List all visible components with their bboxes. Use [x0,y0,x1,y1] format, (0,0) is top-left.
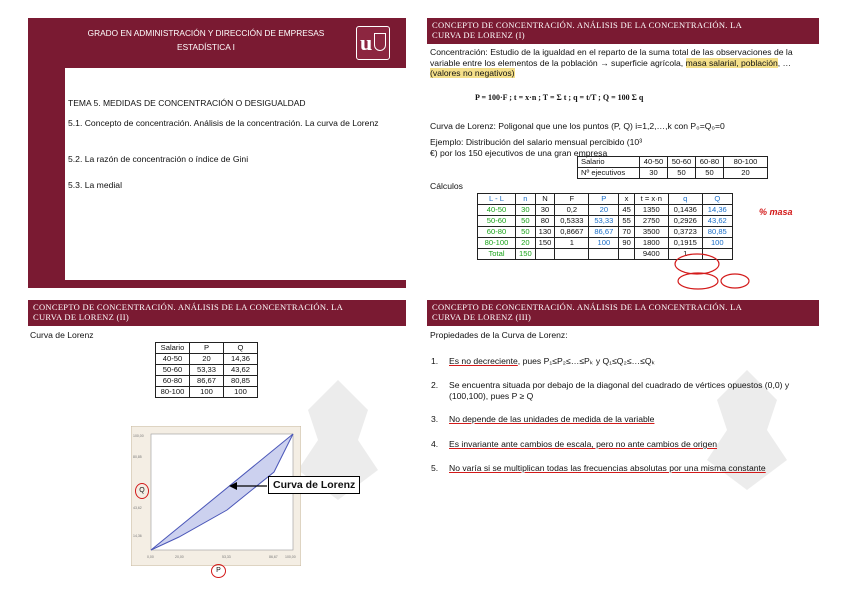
cell: 100 [224,387,258,398]
slide-1-item-3: 5.3. La medial [68,180,122,190]
y-axis-q-mark: Q [135,483,149,499]
cell: Q [702,194,732,205]
slide-2-lorenz-def: Curva de Lorenz: Poligonal que une los puntos (P, Q) i=1,2,…,k con P₀=Q₀=0 [430,121,725,131]
cell: 30 [640,168,668,179]
cell: Nº ejecutivos [578,168,640,179]
x-tick-label: 20,00 [175,555,184,559]
x-tick-label: 100,00 [285,555,296,559]
cell: Q [224,343,258,354]
slide-1-title-1: GRADO EN ADMINISTRACIÓN Y DIRECCIÓN DE EMPRESAS [87,28,325,38]
cell: 3500 [634,227,668,238]
cell: 100 [190,387,224,398]
slide-4 [427,300,819,585]
slide-2-formula: P = 100·F ; t = x·n ; T = Σ t ; q = t/T ; Q = 100 Σ q [475,93,644,102]
slide-2-concentracion-text: Concentración: Estudio de la igualdad en el reparto de la suma total de las observaciones de la variable entre los elementos de la población → superficie agrícola, masa salarial, población, … (valores no negativos) [430,47,793,78]
slide-2 [427,18,819,290]
table-row [478,205,733,216]
table-row [156,387,258,398]
salary-frequency-table [577,156,768,179]
cell: 100 [589,238,619,249]
cell: 14,36 [224,354,258,365]
slide-4-header [427,300,819,326]
cell: 2750 [634,216,668,227]
x-tick-label: 0,00 [147,555,154,559]
cell: 1 [668,249,702,260]
slide-1-bottom-bar [28,280,406,288]
cell: 0,5333 [555,216,589,227]
slide-2-example: Ejemplo: Distribución del salario mensual percibido (10³ €) por los 150 ejecutivos de una gran empresa [430,137,643,158]
slide-3-title-2: CURVA DE LORENZ (II) [33,312,130,322]
cell: 55 [619,216,634,227]
y-tick-label: 14,36 [133,534,142,538]
cell: 40-50 [640,157,668,168]
cell: 0,2 [555,205,589,216]
table-row [156,376,258,387]
cell: Total [478,249,516,260]
cell: 60-80 [696,157,724,168]
highlight-masa: masa salarial, población [685,57,778,68]
slide-1 [28,18,406,288]
cell: 50 [516,216,536,227]
slide-2-title-1: CONCEPTO DE CONCENTRACIÓN. ANÁLISIS DE LA CONCENTRACIÓN. LA [432,20,743,30]
circle-9400 [678,273,718,289]
table-row [156,354,258,365]
slide-1-header [28,18,406,68]
cell: 20 [589,205,619,216]
cell: Salario [156,343,190,354]
property-1: 1. Es no decreciente, pues P₁≤P₂≤…≤Pₖ y Q₁≤Q₂≤…≤Qₖ [431,356,656,366]
cell: 40-50 [156,354,190,365]
highlight-no-negativos: (valores no negativos) [430,68,515,78]
cell: 90 [619,238,634,249]
y-tick-label: 43,62 [133,506,142,510]
table-row [478,194,733,205]
cell: 100 [702,238,732,249]
cell [702,249,732,260]
cell: 1350 [634,205,668,216]
slide-2-header [427,18,819,44]
cell: n [516,194,536,205]
university-logo: u [356,26,390,60]
cell: 20 [516,238,536,249]
slide-3-label: Curva de Lorenz [30,330,94,340]
cell: 60-80 [478,227,516,238]
cell: q [668,194,702,205]
cell: 53,33 [589,216,619,227]
slide-1-title-2: ESTADÍSTICA I [177,42,235,52]
cell: N [535,194,555,205]
cell: 30 [516,205,536,216]
slide-4-title-1: CONCEPTO DE CONCENTRACIÓN. ANÁLISIS DE LA CONCENTRACIÓN. LA [432,302,743,312]
cell: 80 [535,216,555,227]
cell: t = x·n [634,194,668,205]
property-2: 2. Se encuentra situada por debajo de la diagonal del cuadrado de vértices opuestos (0,0) y (100,100), pues P ≥ Q [431,380,790,401]
cell: 60-80 [156,376,190,387]
cell: 30 [535,205,555,216]
cell: Salario [578,157,640,168]
slide-4-title-2: CURVA DE LORENZ (III) [432,312,532,322]
property-4: 4. Es invariante ante cambios de escala, pero no ante cambios de origen [431,439,718,449]
cell: 0,2926 [668,216,702,227]
cell: 53,33 [190,365,224,376]
cell: 0,1915 [668,238,702,249]
slide-1-item-2: 5.2. La razón de concentración o índice de Gini [68,154,249,164]
lorenz-points-table [155,342,258,398]
cell: 50-60 [668,157,696,168]
cell: L - L [478,194,516,205]
slide-3-header [28,300,406,326]
cell: 80-100 [478,238,516,249]
annotation-masa: % masa [759,207,793,217]
slide-2-calc-label: Cálculos [430,181,463,191]
slide-1-topic: TEMA 5. MEDIDAS DE CONCENTRACIÓN O DESIGUALDAD [68,98,306,108]
cell: 20 [724,168,768,179]
table-row [478,216,733,227]
cell: 150 [516,249,536,260]
cell [589,249,619,260]
cell: 50-60 [478,216,516,227]
cell: 80-100 [156,387,190,398]
x-tick-label: 86,67 [269,555,278,559]
slide-4-heading: Propiedades de la Curva de Lorenz: [430,330,568,340]
cell: 80,85 [224,376,258,387]
table-row [156,343,258,354]
cell: 9400 [634,249,668,260]
slide-1-item-1: 5.1. Concepto de concentración. Análisis de la concentración. La curva de Lorenz [68,118,379,128]
cell: P [589,194,619,205]
circle-total-1 [721,274,749,288]
lorenz-callout: Curva de Lorenz [268,476,360,494]
property-5: 5. No varía si se multiplican todas las frecuencias absolutas por una misma constante [431,463,766,473]
cell: 50 [668,168,696,179]
cell: P [190,343,224,354]
crest-icon [374,33,386,51]
cell: 0,8667 [555,227,589,238]
calculation-table [477,193,733,260]
table-row [478,227,733,238]
slide-1-left-bar [28,68,65,288]
cell: 1 [555,238,589,249]
property-3: 3. No depende de las unidades de medida de la variable [431,414,655,424]
cell: 50-60 [156,365,190,376]
y-tick-label: 80,85 [133,455,142,459]
table-row [478,238,733,249]
cell: 1800 [634,238,668,249]
cell [555,249,589,260]
cell: 70 [619,227,634,238]
x-tick-label: 53,33 [222,555,231,559]
cell: 0,3723 [668,227,702,238]
cell: 43,62 [702,216,732,227]
slide-3-title-1: CONCEPTO DE CONCENTRACIÓN. ANÁLISIS DE LA CONCENTRACIÓN. LA [33,302,344,312]
cell: x [619,194,634,205]
cell: 130 [535,227,555,238]
cell: 150 [535,238,555,249]
cell: 50 [516,227,536,238]
cell: 86,67 [190,376,224,387]
cell: 50 [696,168,724,179]
cell: 40-50 [478,205,516,216]
slide-3 [28,300,406,585]
cell: 43,62 [224,365,258,376]
cell: 14,36 [702,205,732,216]
cell: 80,85 [702,227,732,238]
lorenz-chart [131,426,301,566]
cell: 86,67 [589,227,619,238]
callout-arrow-icon [229,481,269,491]
y-tick-label: 100,00 [133,434,144,438]
table-row [156,365,258,376]
x-axis-p-mark: P [211,564,226,578]
cell: 0,1436 [668,205,702,216]
cell: 20 [190,354,224,365]
cell [619,249,634,260]
cell: F [555,194,589,205]
cell [535,249,555,260]
table-row [478,249,733,260]
slide-2-title-2: CURVA DE LORENZ (I) [432,30,525,40]
cell: 80-100 [724,157,768,168]
cell: 45 [619,205,634,216]
